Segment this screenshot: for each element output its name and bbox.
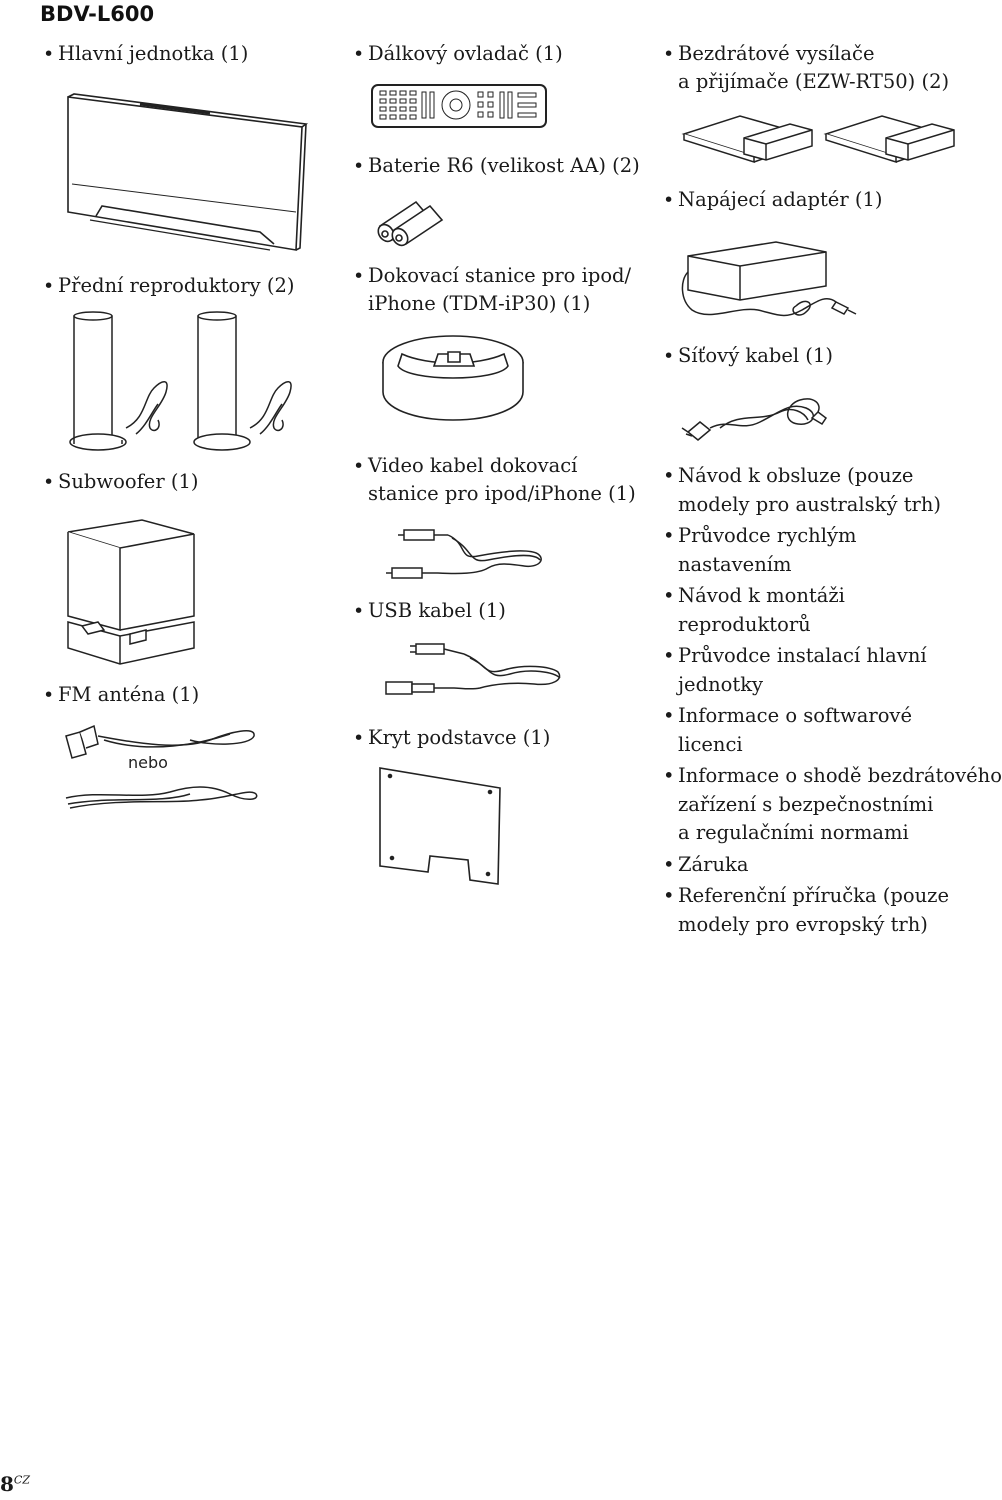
bullet: •	[663, 584, 675, 607]
document-label: Informace o shodě bezdrátového	[678, 764, 1002, 787]
item-label: Kryt podstavce (1)	[368, 726, 551, 749]
item-adapter	[663, 186, 883, 214]
page-number-value: 8	[0, 1472, 14, 1496]
ac-adapter-illustration	[676, 240, 860, 330]
bullet: •	[663, 524, 675, 547]
item-front-speakers	[43, 272, 295, 300]
front-speakers-illustration	[66, 308, 316, 458]
bullet: •	[663, 189, 675, 211]
document-label-cont: a regulačními normami	[678, 821, 909, 844]
item-label: Baterie R6 (velikost AA) (2)	[368, 154, 640, 177]
batteries-illustration	[372, 196, 452, 248]
item-label: Bezdrátové vysílače	[678, 42, 875, 65]
item-label: Napájecí adaptér (1)	[678, 188, 883, 211]
document-label: Informace o softwarové	[678, 704, 912, 727]
bullet: •	[353, 265, 365, 287]
item-label-cont: a přijímače (EZW-RT50) (2)	[678, 70, 950, 93]
document-label-cont: modely pro evropský trh)	[678, 912, 928, 936]
power-cord-illustration	[680, 382, 830, 452]
bullet: •	[663, 345, 675, 367]
item-label: Hlavní jednotka (1)	[58, 42, 249, 65]
item-stand-cover	[353, 724, 551, 752]
document-label-cont: licenci	[678, 732, 743, 756]
bullet: •	[43, 275, 55, 297]
document-label-cont: reproduktorů	[678, 612, 811, 636]
document-label: Průvodce rychlým	[678, 524, 857, 547]
bullet: •	[663, 884, 675, 907]
document-label-cont: zařízení s bezpečnostními	[678, 792, 934, 816]
document-label: Záruka	[678, 852, 749, 876]
item-usb-cable	[353, 597, 506, 625]
item-wireless	[663, 40, 950, 96]
item-fm-antenna	[43, 681, 200, 709]
item-label-cont: stanice pro ipod/iPhone (1)	[368, 482, 636, 505]
bullet: •	[43, 471, 55, 493]
bullet: •	[663, 43, 675, 65]
subwoofer-illustration	[64, 518, 198, 670]
document-item	[663, 762, 1002, 848]
document-label: Návod k montáži	[678, 584, 845, 607]
item-remote	[353, 40, 563, 68]
model-heading: BDV-L600	[40, 2, 155, 26]
document-label: Referenční příručka (pouze	[678, 884, 950, 907]
bullet: •	[663, 644, 675, 667]
bullet: •	[663, 704, 675, 727]
bullet: •	[353, 155, 365, 177]
document-item	[663, 582, 1002, 639]
item-label: Dálkový ovladač (1)	[368, 42, 563, 65]
usb-cable-illustration	[384, 640, 564, 706]
page-language: CZ	[13, 1473, 30, 1487]
bullet: •	[663, 464, 675, 487]
document-item	[663, 882, 1002, 939]
wireless-transceivers-illustration	[680, 108, 960, 173]
item-dock	[353, 262, 632, 318]
bullet: •	[353, 600, 365, 622]
bullet: •	[663, 852, 675, 876]
item-batteries	[353, 152, 640, 180]
video-cable-illustration	[378, 524, 548, 586]
document-label-cont: nastavením	[678, 552, 792, 576]
document-label-cont: jednotky	[678, 672, 764, 696]
bullet: •	[353, 43, 365, 65]
document-item	[663, 642, 1002, 699]
item-label: USB kabel (1)	[368, 599, 506, 622]
dock-illustration	[378, 332, 528, 424]
stand-cover-illustration	[374, 764, 508, 888]
item-label: Dokovací stanice pro ipod/	[368, 264, 632, 287]
item-label-cont: iPhone (TDM-iP30) (1)	[368, 292, 591, 315]
documents-list	[663, 462, 1002, 942]
item-label: Subwoofer (1)	[58, 470, 199, 493]
document-item	[663, 851, 1002, 880]
document-item	[663, 462, 1002, 519]
bullet: •	[353, 455, 365, 477]
or-label: nebo	[128, 753, 168, 772]
main-unit-illustration	[60, 92, 310, 257]
document-label: Průvodce instalací hlavní	[678, 644, 927, 667]
fm-antenna-illustration	[60, 714, 260, 820]
document-label-cont: modely pro australský trh)	[678, 492, 942, 516]
remote-illustration	[370, 82, 550, 132]
bullet: •	[353, 727, 365, 749]
item-power-cord	[663, 342, 833, 370]
bullet: •	[43, 684, 55, 706]
item-label: FM anténa (1)	[58, 683, 200, 706]
document-item	[663, 702, 1002, 759]
item-main-unit	[43, 40, 249, 68]
item-video-cable	[353, 452, 636, 508]
document-label: Návod k obsluze (pouze	[678, 464, 914, 487]
item-label: Video kabel dokovací	[368, 454, 578, 477]
item-label: Přední reproduktory (2)	[58, 274, 295, 297]
item-label: Síťový kabel (1)	[678, 344, 833, 367]
item-subwoofer	[43, 468, 199, 496]
bullet: •	[43, 43, 55, 65]
page-number	[0, 1472, 30, 1496]
document-item	[663, 522, 1002, 579]
bullet: •	[663, 764, 675, 787]
